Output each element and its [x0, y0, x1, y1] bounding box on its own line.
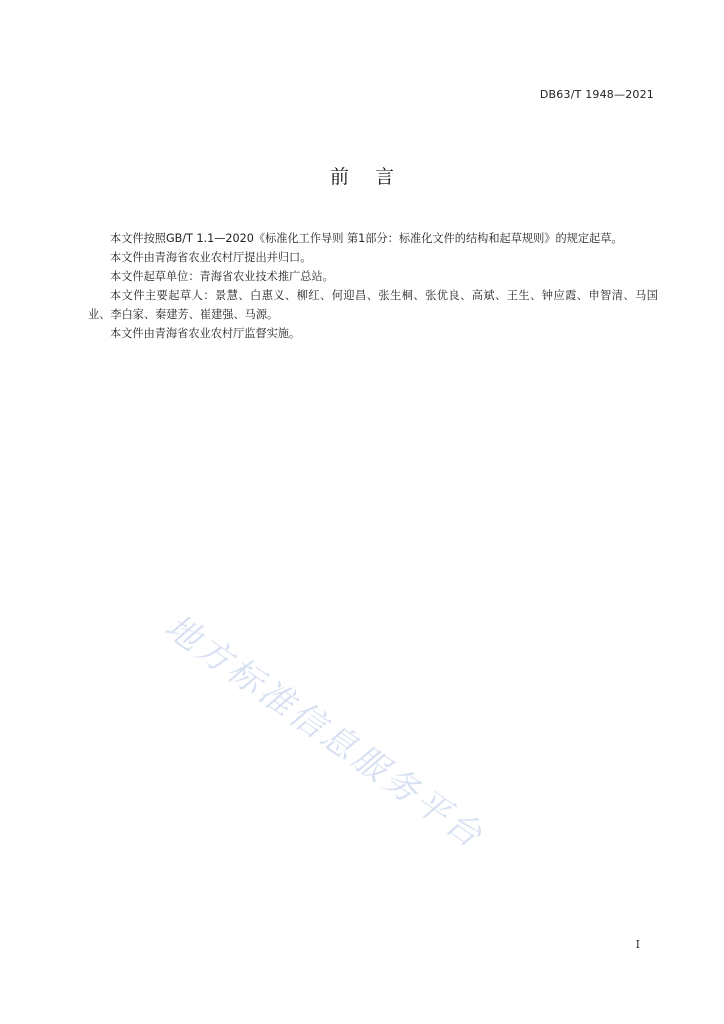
paragraph-supervision: 本文件由青海省农业农村厅监督实施。: [110, 327, 301, 340]
page-number: I: [635, 938, 640, 951]
preface-body: [88, 229, 658, 343]
paragraph-drafting-unit: 本文件起草单位：青海省农业技术推广总站。: [110, 270, 334, 283]
platform-watermark: 地方标准信息服务平台: [157, 606, 492, 858]
paragraph-proposer: 本文件由青海省农业农村厅提出并归口。: [110, 251, 312, 264]
document-code: DB63/T 1948—2021: [539, 88, 654, 101]
section-title: 前言: [329, 166, 420, 188]
paragraph-drafters: 本文件主要起草人：景慧、白惠义、柳红、何迎昌、张生桐、张优良、高斌、王生、钟应霞、申智清、马国业、李白家、秦建芳、崔建强、马源。: [88, 289, 658, 321]
paragraph-standard-basis: 本文件按照GB/T 1.1—2020《标准化工作导则 第1部分：标准化文件的结构和起草规则》的规定起草。: [110, 232, 623, 245]
